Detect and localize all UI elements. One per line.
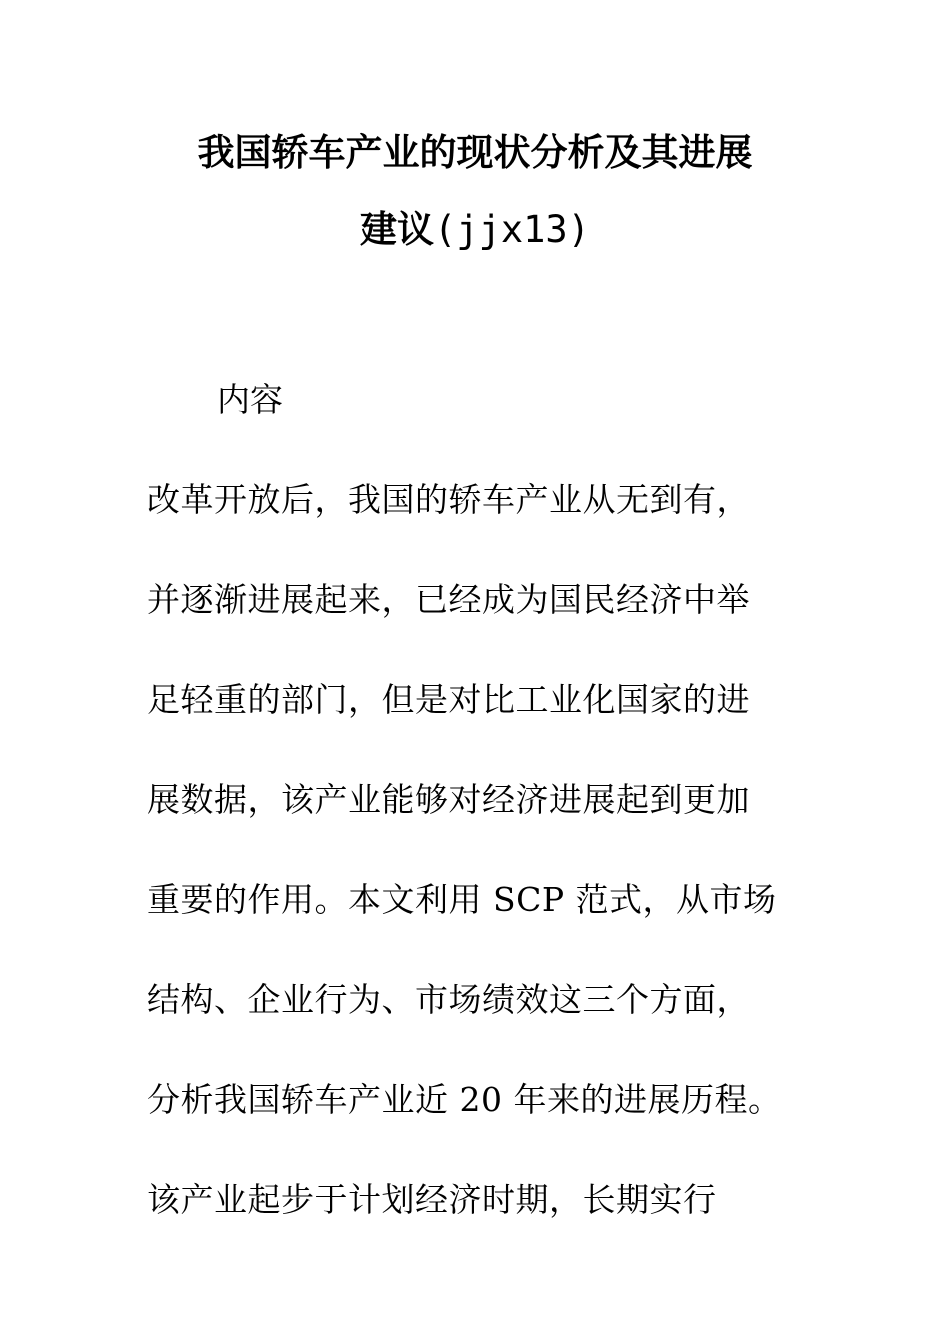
body-line: 改革开放后，我国的轿车产业从无到有，: [147, 480, 750, 519]
body-line: 重要的作用。本文利用 SCP 范式，从市场: [147, 880, 777, 919]
document-title-line-1: 我国轿车产业的现状分析及其进展: [197, 131, 753, 174]
body-line: 结构、企业行为、市场绩效这三个方面，: [147, 980, 750, 1019]
body-line: 并逐渐进展起来，已经成为国民经济中举: [147, 580, 750, 619]
body-line: 展数据，该产业能够对经济进展起到更加: [147, 780, 750, 819]
title-code-part: (jjx13): [434, 208, 590, 251]
section-heading: 内容: [217, 380, 283, 419]
title-cn-part: 建议: [360, 208, 435, 251]
body-line: 分析我国轿车产业近 20 年来的进展历程。: [147, 1080, 782, 1119]
body-line: 该产业起步于计划经济时期，长期实行: [147, 1180, 717, 1219]
body-line: 足轻重的部门，但是对比工业化国家的进: [147, 680, 750, 719]
document-title-line-2: [0, 205, 950, 255]
